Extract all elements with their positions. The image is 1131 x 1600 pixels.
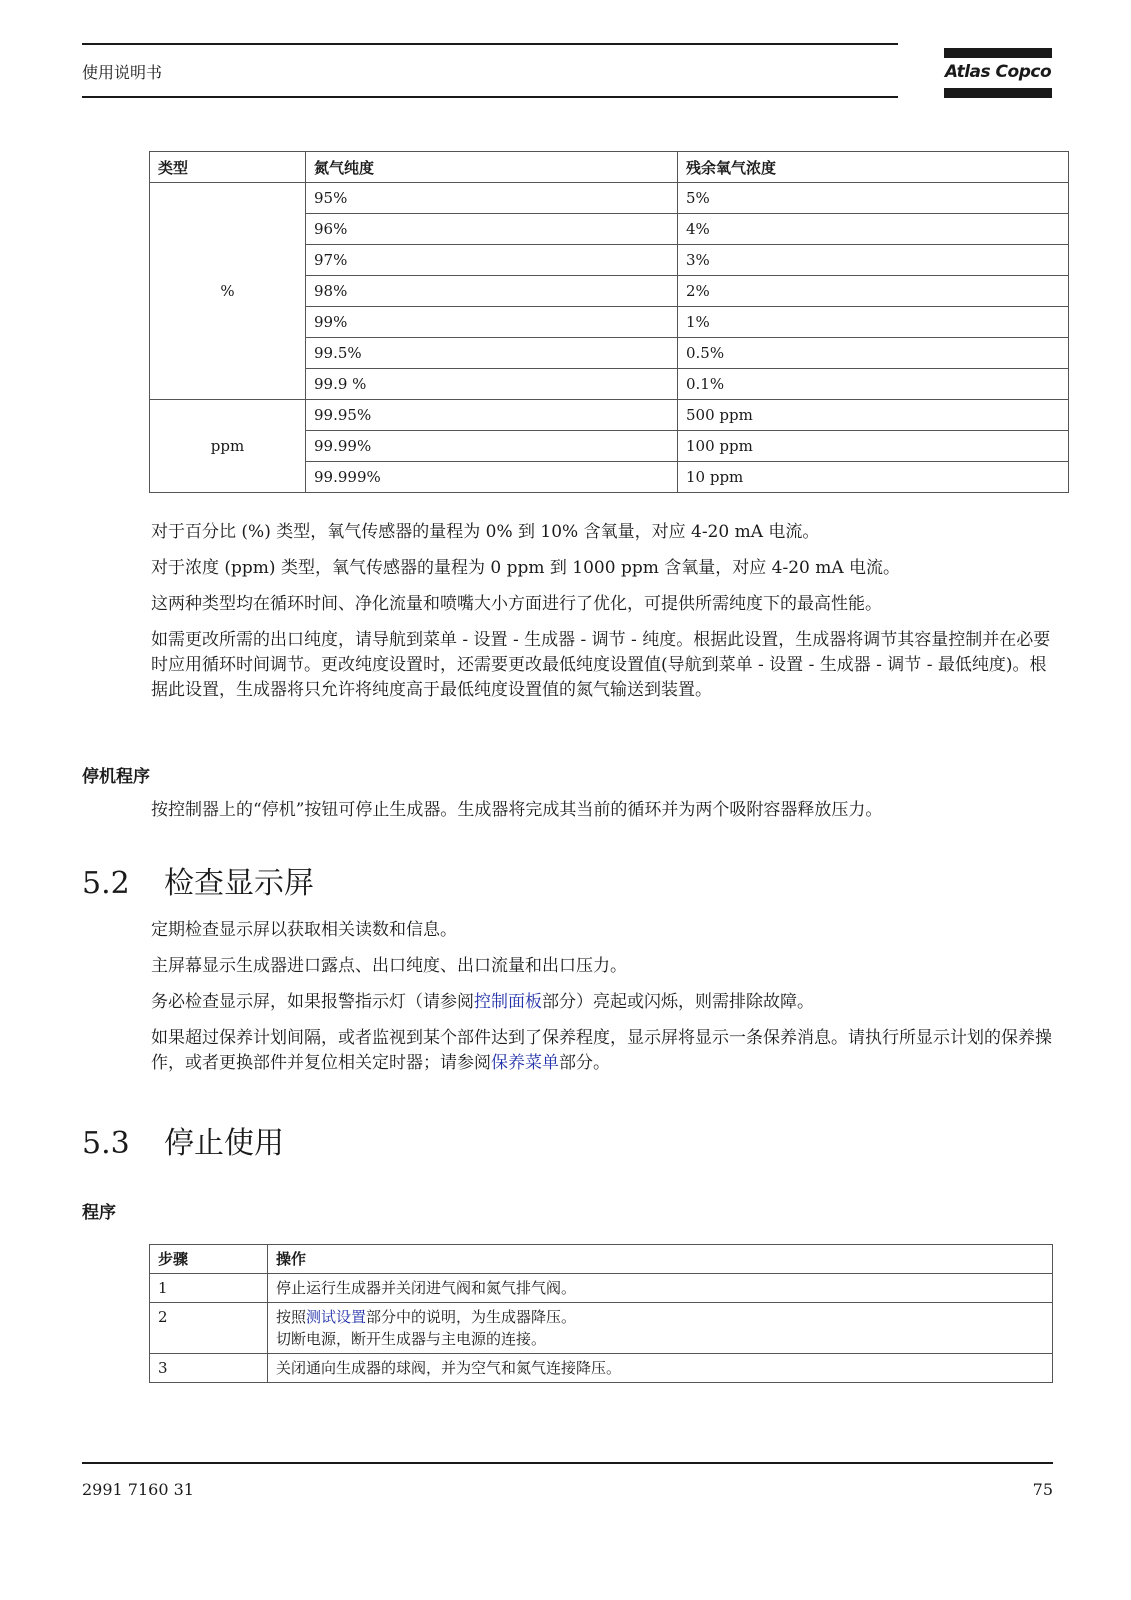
procedure-heading: 程序 xyxy=(82,1203,116,1223)
header-top-rule xyxy=(82,43,898,45)
step-action: 停止运行生成器并关闭进气阀和氮气排气阀。 xyxy=(268,1274,1053,1303)
service-menu-link[interactable]: 保养菜单 xyxy=(491,1053,559,1073)
section-5-2-heading xyxy=(82,858,314,902)
purity-cell: 96% xyxy=(306,214,678,245)
oxygen-cell: 5% xyxy=(678,183,1069,214)
shutdown-paragraph: 按控制器上的“停机”按钮可停止生成器。生成器将完成其当前的循环并为两个吸附容器释放压力。 xyxy=(151,800,883,820)
section-number: 5.3 xyxy=(82,1126,130,1161)
purity-cell: 99.99% xyxy=(306,431,678,462)
atlas-copco-logo: Atlas Copco xyxy=(944,48,1052,100)
header-bottom-rule xyxy=(82,96,898,98)
purity-table xyxy=(149,151,1069,493)
test-setup-link[interactable]: 测试设置 xyxy=(306,1308,367,1326)
page-number: 75 xyxy=(1032,1480,1053,1499)
step-number: 2 xyxy=(150,1303,268,1354)
table-row xyxy=(150,183,1069,214)
column-header-type: 类型 xyxy=(150,152,306,183)
section-number: 5.2 xyxy=(82,866,130,901)
oxygen-cell: 10 ppm xyxy=(678,462,1069,493)
oxygen-cell: 2% xyxy=(678,276,1069,307)
steps-table xyxy=(149,1244,1053,1383)
type-cell-ppm: ppm xyxy=(150,400,306,493)
oxygen-cell: 0.1% xyxy=(678,369,1069,400)
step-number: 3 xyxy=(150,1354,268,1383)
document-title: 使用说明书 xyxy=(82,63,163,82)
purity-cell: 99% xyxy=(306,307,678,338)
oxygen-cell: 1% xyxy=(678,307,1069,338)
ppm-range-paragraph: 对于浓度 (ppm) 类型，氧气传感器的量程为 0 ppm 到 1000 ppm 含氧量，对应 4-20 mA 电流。 xyxy=(151,558,901,578)
type-cell-percent: % xyxy=(150,183,306,400)
oxygen-cell: 500 ppm xyxy=(678,400,1069,431)
service-message-paragraph: 如果超过保养计划间隔，或者监视到某个部件达到了保养程度，显示屏将显示一条保养消息。请执行所显示计划的保养操作，或者更换部件并复位相关定时器；请参阅保养菜单部分。 xyxy=(151,1028,1052,1073)
shutdown-heading: 停机程序 xyxy=(82,767,150,787)
control-panel-link[interactable]: 控制面板 xyxy=(474,992,542,1012)
section-5-3-heading xyxy=(82,1118,284,1162)
purity-cell: 95% xyxy=(306,183,678,214)
purity-cell: 99.9 % xyxy=(306,369,678,400)
column-header-step: 步骤 xyxy=(150,1245,268,1274)
purity-cell: 99.999% xyxy=(306,462,678,493)
oxygen-cell: 4% xyxy=(678,214,1069,245)
optimization-paragraph: 这两种类型均在循环时间、净化流量和喷嘴大小方面进行了优化，可提供所需纯度下的最高性能。 xyxy=(151,594,882,614)
column-header-nitrogen-purity: 氮气纯度 xyxy=(306,152,678,183)
purity-change-paragraph: 如需更改所需的出口纯度，请导航到菜单 - 设置 - 生成器 - 调节 - 纯度。根据此设置，生成器将调节其容量控制并在必要时应用循环时间调节。更改纯度设置时，还需要更改最低纯度设置值(导航到菜单 - 设置 - 生成器 - 调节 - 最低纯度)。根据此设置，生成器将只允许将纯度高于最低纯度设置值的氮气输送到装置。 xyxy=(151,630,1051,700)
alarm-paragraph: 务必检查显示屏，如果报警指示灯（请参阅控制面板部分）亮起或闪烁，则需排除故障。 xyxy=(151,992,814,1012)
table-row xyxy=(150,1303,1053,1354)
column-header-residual-oxygen: 残余氧气浓度 xyxy=(678,152,1069,183)
purity-cell: 98% xyxy=(306,276,678,307)
footer-rule xyxy=(82,1462,1053,1464)
step-action: 按照测试设置部分中的说明，为生成器降压。 切断电源，断开生成器与主电源的连接。 xyxy=(268,1303,1053,1354)
step-action: 关闭通向生成器的球阀，并为空气和氮气连接降压。 xyxy=(268,1354,1053,1383)
table-row xyxy=(150,400,1069,431)
step-number: 1 xyxy=(150,1274,268,1303)
main-screen-paragraph: 主屏幕显示生成器进口露点、出口纯度、出口流量和出口压力。 xyxy=(151,956,627,976)
check-display-paragraph: 定期检查显示屏以获取相关读数和信息。 xyxy=(151,920,457,940)
purity-cell: 99.5% xyxy=(306,338,678,369)
document-number: 2991 7160 31 xyxy=(82,1480,194,1499)
oxygen-cell: 0.5% xyxy=(678,338,1069,369)
percent-range-paragraph: 对于百分比 (%) 类型，氧气传感器的量程为 0% 到 10% 含氧量，对应 4-20 mA 电流。 xyxy=(151,522,820,542)
table-header-row xyxy=(150,152,1069,183)
purity-cell: 97% xyxy=(306,245,678,276)
table-row xyxy=(150,1354,1053,1383)
section-title: 检查显示屏 xyxy=(164,866,314,901)
table-header-row xyxy=(150,1245,1053,1274)
purity-cell: 99.95% xyxy=(306,400,678,431)
oxygen-cell: 100 ppm xyxy=(678,431,1069,462)
oxygen-cell: 3% xyxy=(678,245,1069,276)
table-row xyxy=(150,1274,1053,1303)
section-title: 停止使用 xyxy=(164,1126,284,1161)
column-header-action: 操作 xyxy=(268,1245,1053,1274)
